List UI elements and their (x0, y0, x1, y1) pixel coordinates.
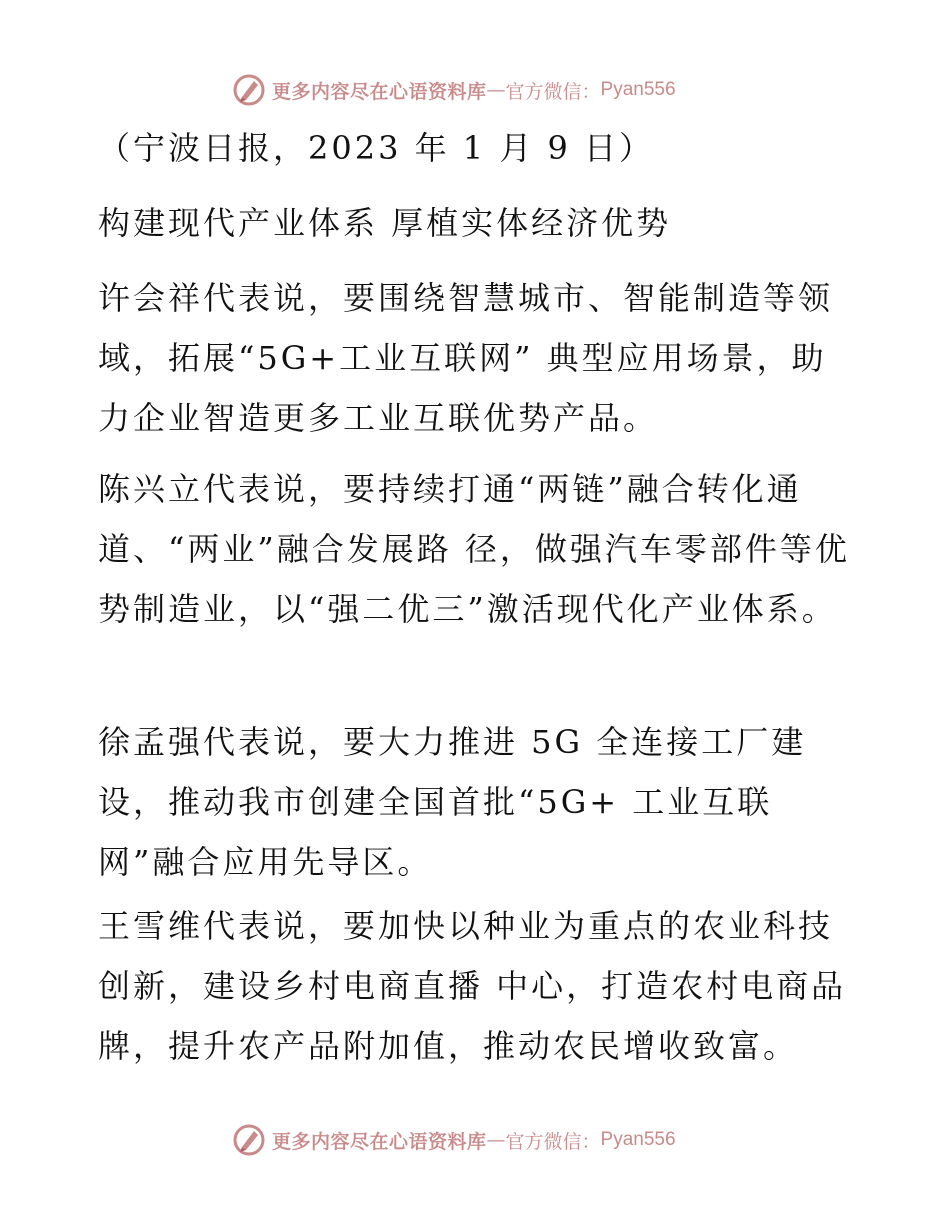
article-paragraph (98, 896, 858, 1076)
paragraph-text: 陈兴立代表说，要持续打通“两链”融合转化通道、“两业”融合发展路 径，做强汽车零部件等优势制造业，以“强二优三”激活现代化产业体系。 (98, 470, 850, 628)
paragraph-text: 王雪维代表说，要加快以种业为重点的农业科技创新，建设乡村电商直播 中心，打造农村电商品牌，提升农产品附加值，推动农民增收致富。 (98, 907, 847, 1065)
article-paragraph (98, 712, 858, 892)
watermark-bottom (232, 1122, 676, 1158)
watermark-top (232, 72, 676, 108)
watermark-main-text: 更多内容尽在心语资料库 (272, 1130, 487, 1153)
article-dateline (98, 118, 858, 178)
watermark-wechat-id: Pyan556 (600, 1129, 676, 1150)
watermark-wechat-id: Pyan556 (600, 79, 676, 100)
watermark-official-text: 官方微信： (505, 1130, 601, 1153)
article-paragraph (98, 268, 858, 448)
paragraph-text: 徐孟强代表说，要大力推进 5G 全连接工厂建设，推动我市创建全国首批“5G+ 工业互联网”融合应用先导区。 (98, 723, 807, 881)
watermark-dash: — (486, 1129, 506, 1151)
article-headline (98, 193, 858, 253)
pen-circle-icon (232, 73, 266, 107)
watermark-official-text: 官方微信： (505, 80, 601, 103)
headline-text: 构建现代产业体系 厚植实体经济优势 (98, 204, 672, 242)
paragraph-text: 许会祥代表说，要围绕智慧城市、智能制造等领域，拓展“5G+工业互联网” 典型应用场景，助力企业智造更多工业互联优势产品。 (98, 279, 834, 437)
article-paragraph (98, 459, 858, 639)
watermark-dash: — (486, 79, 506, 101)
dateline-text: （宁波日报，2023 年 1 月 9 日） (98, 129, 655, 167)
pen-circle-icon (232, 1123, 266, 1157)
watermark-main-text: 更多内容尽在心语资料库 (272, 80, 487, 103)
